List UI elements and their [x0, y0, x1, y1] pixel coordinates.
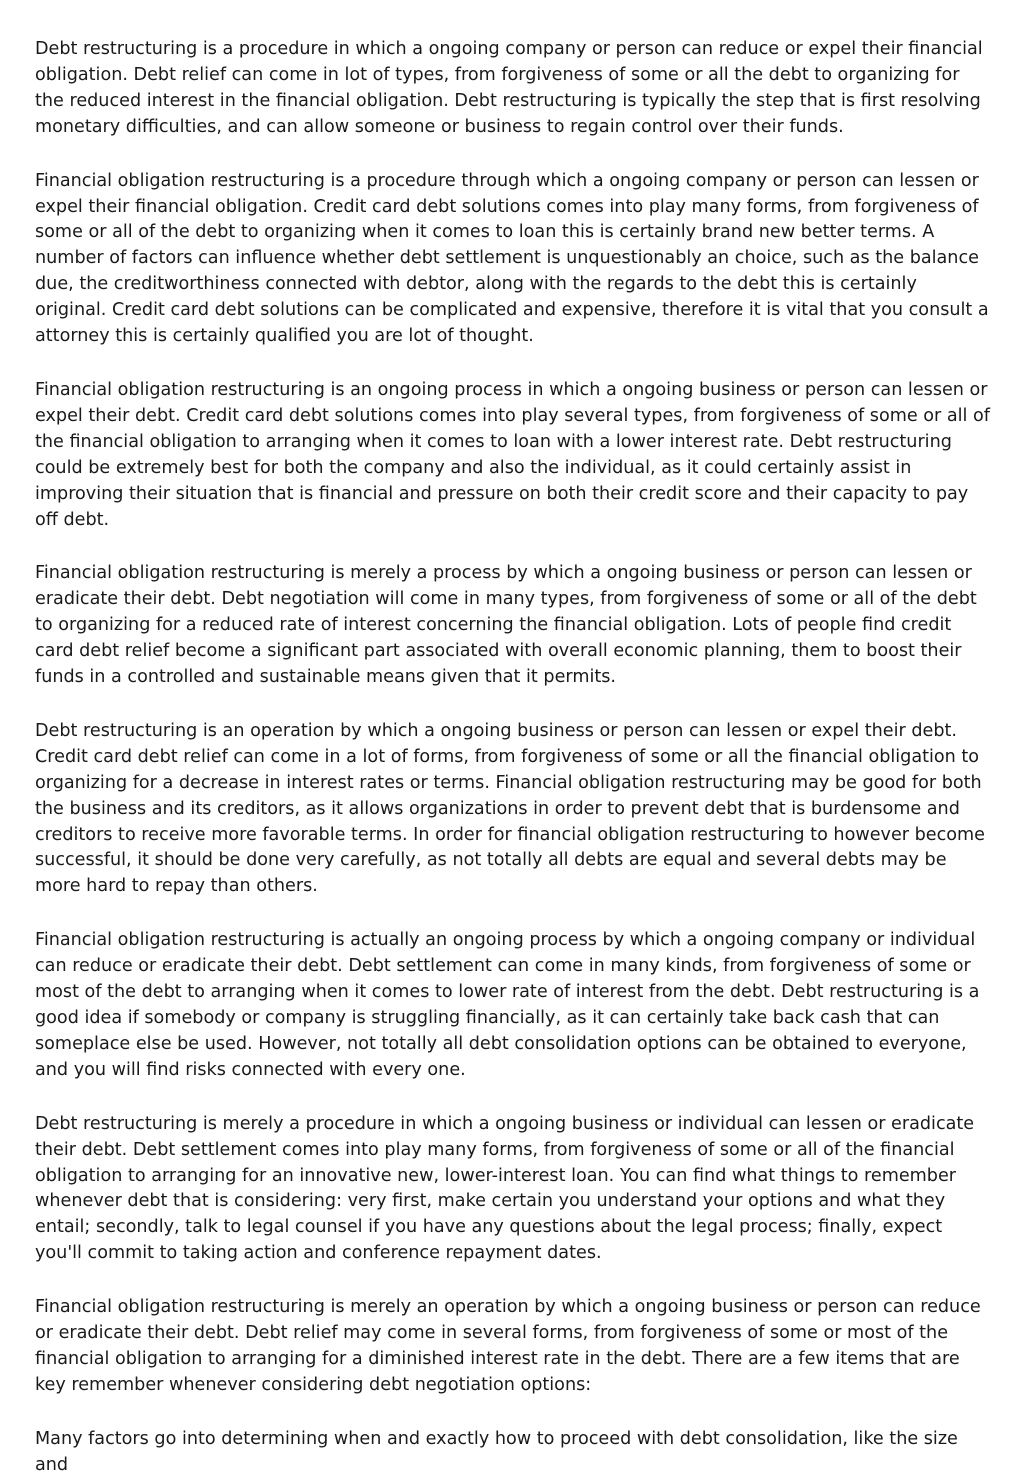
paragraph-5: Debt restructuring is an operation by which a ongoing business or person can lessen or expel their debt. Credit card debt relief can come in a lot of forms, from forgiveness of some or all the financial obligation to organizing for a decrease in interest rates or terms. Financial obligation restructuring may be good for both the business and its creditors, as it allows organizations in order to prevent debt that is burdensome and creditors to receive more favorable terms. In order for financial obligation restructuring to however become successful, it should be done very carefully, as not totally all debts are equal and several debts may be more hard to repay than others.	[35, 720, 986, 897]
paragraph-8: Financial obligation restructuring is merely an operation by which a ongoing business or person can reduce or eradicate their debt. Debt relief may come in several forms, from forgiveness of some or most of the financial obligation to arranging for a diminished interest rate in the debt. There are a few items that are key remember whenever considering debt negotiation options:	[35, 1297, 981, 1395]
paragraph-7: Debt restructuring is merely a procedure in which a ongoing business or individual can lessen or eradicate their debt. Debt settlement comes into play many forms, from forgiveness of some or all of the financial obligation to arranging for an innovative new, lower-interest loan. You can find what things to remember whenever debt that is considering: very first, make certain you understand your options and what they entail; secondly, talk to legal counsel if you have any questions about the legal process; finally, expect you'll commit to taking action and conference repayment dates.	[35, 1113, 975, 1264]
paragraph-9: Many factors go into determining when and exactly how to proceed with debt consolidation, like the size and	[35, 1428, 958, 1475]
paragraph-4: Financial obligation restructuring is merely a process by which a ongoing business or person can lessen or eradicate their debt. Debt negotiation will come in many types, from forgiveness of some or all of the debt to organizing for a reduced rate of interest concerning the financial obligation. Lots of people find credit card debt relief become a significant part associated with overall economic planning, them to boost their funds in a controlled and sustainable means given that it permits.	[35, 563, 977, 688]
paragraph-1: Debt restructuring is a procedure in which a ongoing company or person can reduce or expel their financial obligation. Debt relief can come in lot of types, from forgiveness of some or all the debt to organizing for the reduced interest in the financial obligation. Debt restructuring is typically the step that is first resolving monetary difficulties, and can allow someone or business to regain control over their funds.	[35, 39, 983, 137]
paragraph-2: Financial obligation restructuring is a procedure through which a ongoing company or person can lessen or expel their financial obligation. Credit card debt solutions comes into play many forms, from forgiveness of some or all of the debt to organizing when it comes to loan this is certainly brand new better terms. A number of factors can influence whether debt settlement is unquestionably an choice, such as the balance due, the creditworthiness connected with debtor, along with the regards to the debt this is certainly original. Credit card debt solutions can be complicated and expensive, therefore it is vital that you consult a attorney this is certainly qualified you are lot of thought.	[35, 170, 989, 347]
paragraph-6: Financial obligation restructuring is actually an ongoing process by which a ongoing company or individual can reduce or eradicate their debt. Debt settlement can come in many kinds, from forgiveness of some or most of the debt to arranging when it comes to lower rate of interest from the debt. Debt restructuring is a good idea if somebody or company is struggling financially, as it can certainly take back cash that can someplace else be used. However, not totally all debt consolidation options can be obtained to everyone, and you will find risks connected with every one.	[35, 930, 980, 1080]
paragraph-3: Financial obligation restructuring is an ongoing process in which a ongoing business or person can lessen or expel their debt. Credit card debt solutions comes into play several types, from forgiveness of some or all of the financial obligation to arranging when it comes to loan with a lower interest rate. Debt restructuring could be extremely best for both the company and also the individual, as it could certainly assist in improving their situation that is financial and pressure on both their credit score and their capacity to pay off debt.	[35, 379, 990, 530]
